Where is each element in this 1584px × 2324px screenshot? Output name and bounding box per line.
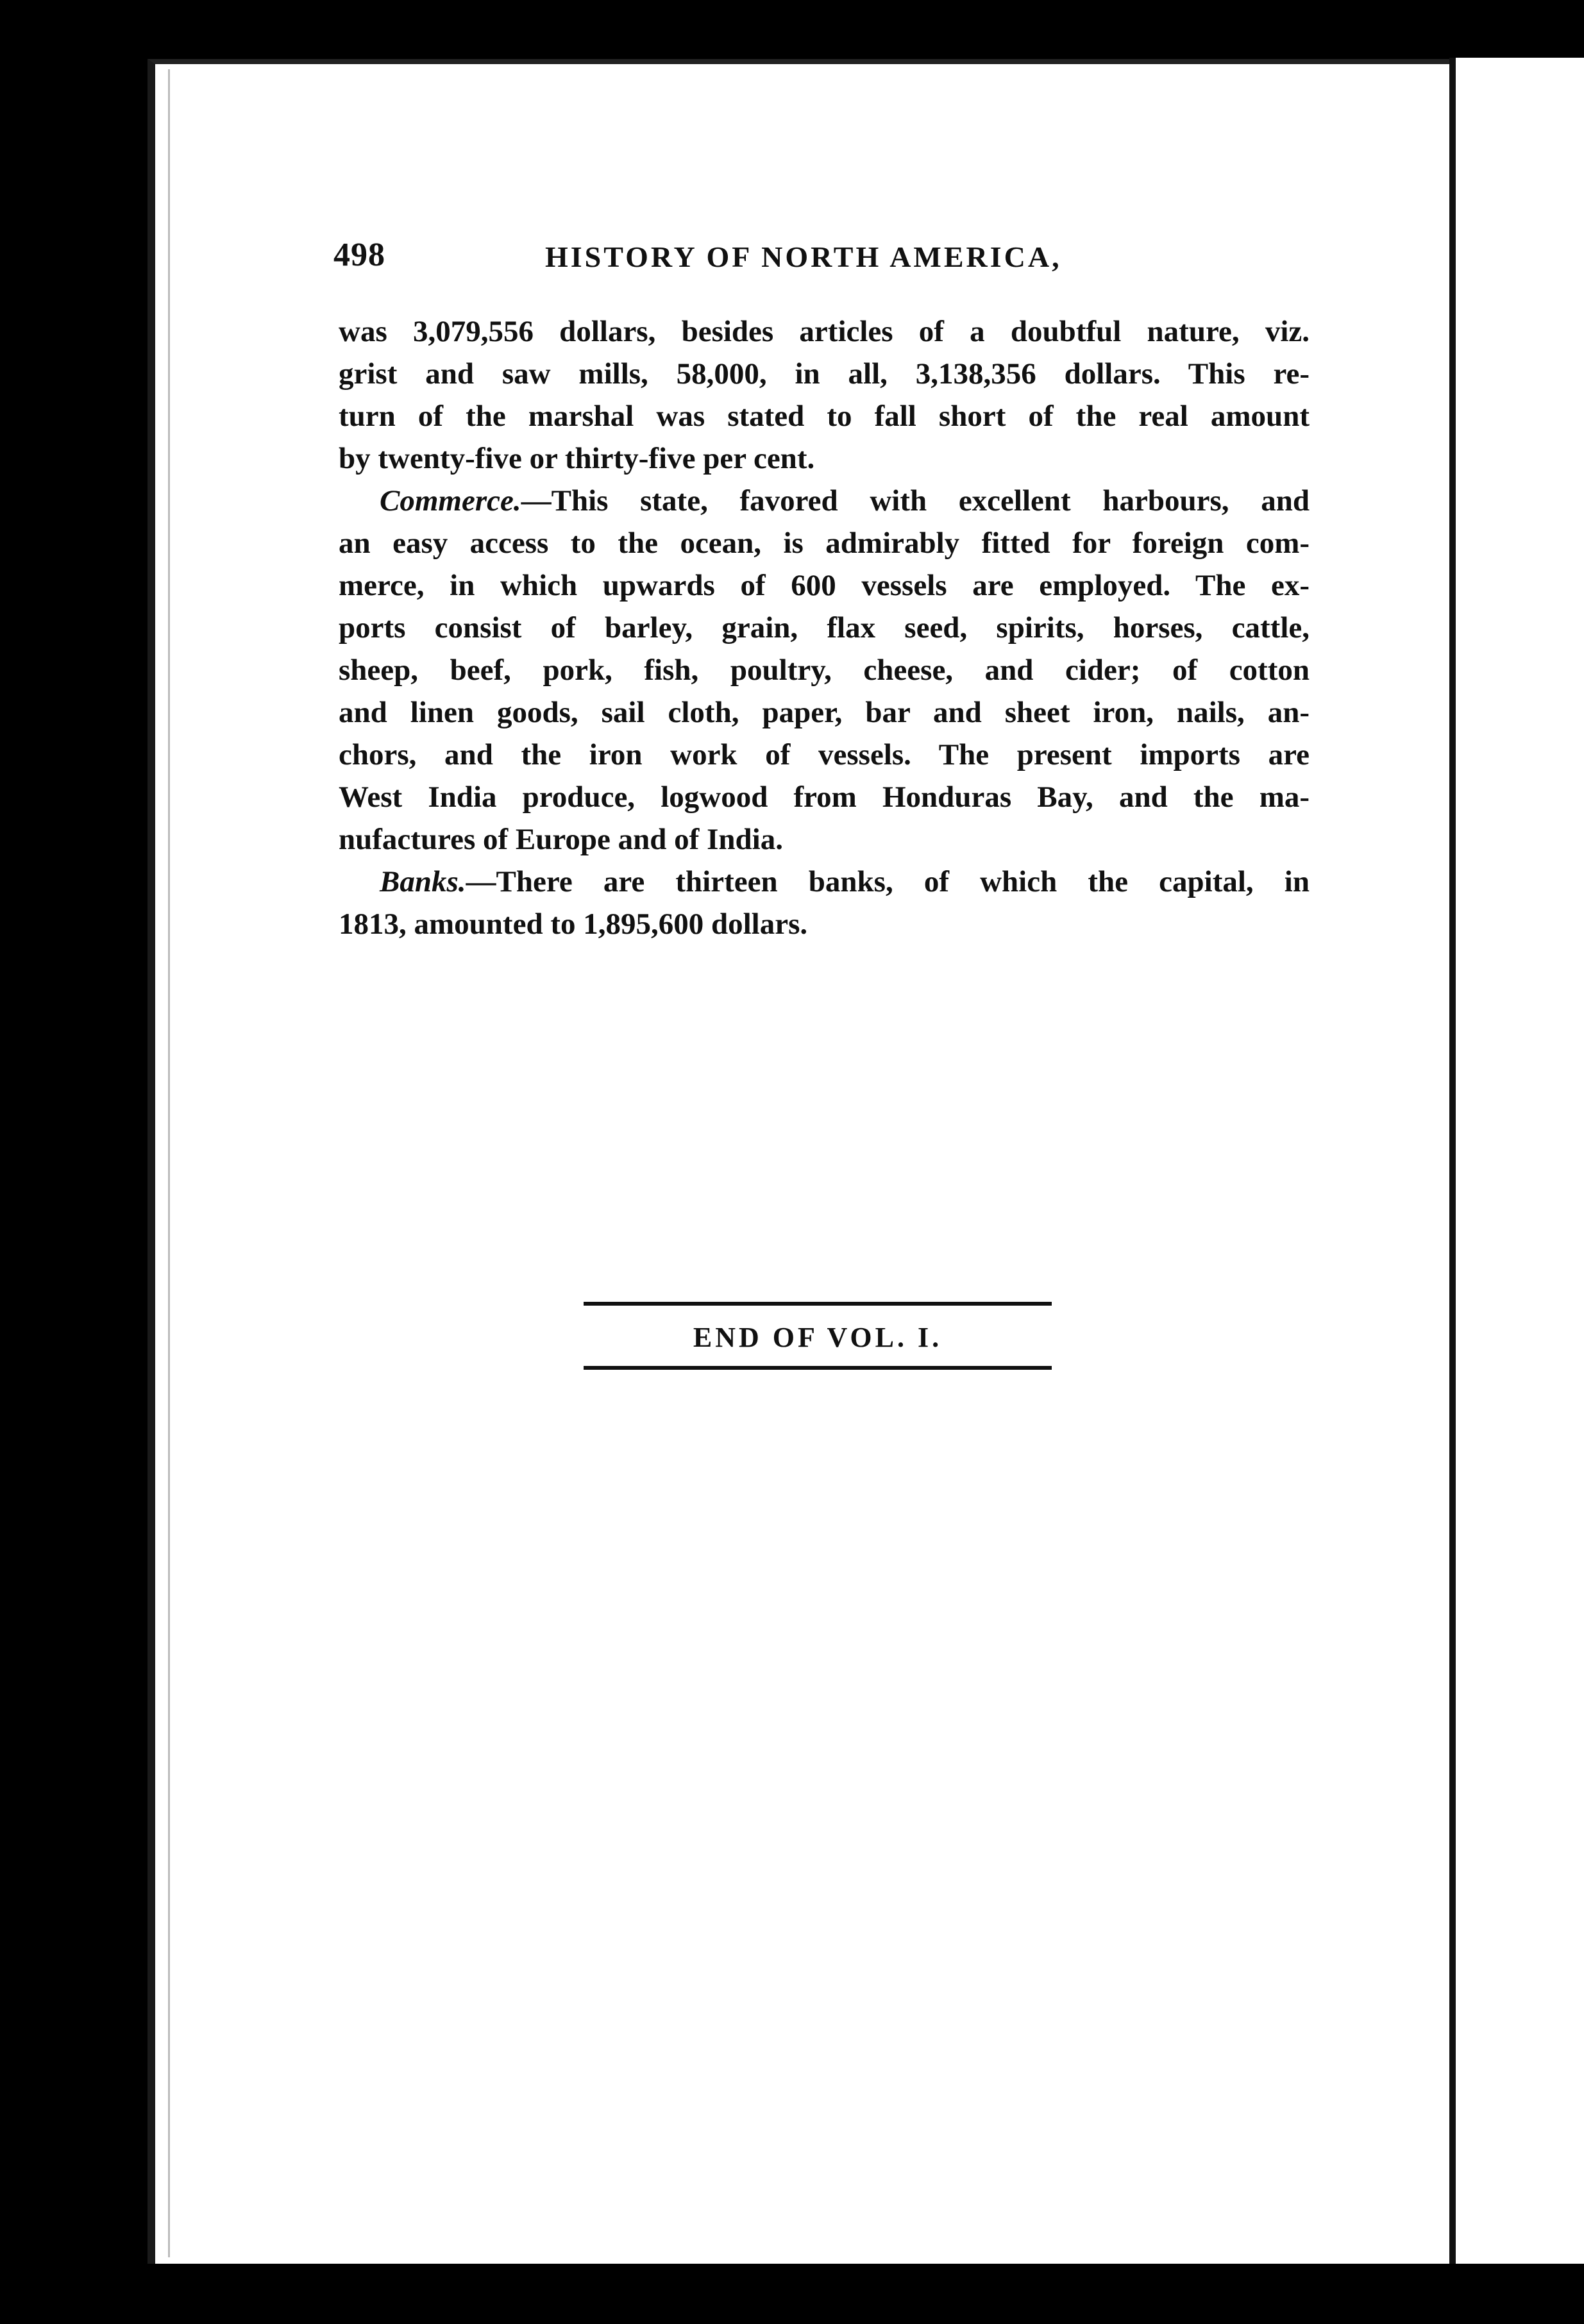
running-title: HISTORY OF NORTH AMERICA, — [545, 240, 1062, 273]
facing-page-edge — [1449, 58, 1584, 2264]
paragraph-commerce — [339, 480, 1310, 861]
end-of-volume-block — [584, 1302, 1052, 1385]
text-line: West India produce, logwood from Honduras Bay, and the ma- — [339, 780, 1310, 814]
end-of-volume-text: END OF VOL. I. — [693, 1322, 943, 1353]
paragraph-1 — [339, 310, 1310, 480]
rule-bottom — [584, 1366, 1052, 1370]
page-number: 498 — [333, 237, 385, 273]
text-line: was 3,079,556 dollars, besides articles of a doubtful nature, viz. — [339, 315, 1310, 348]
text-line: 1813, amounted to 1,895,600 dollars. — [339, 907, 808, 941]
text-line: by twenty-five or thirty-five per cent. — [339, 442, 815, 475]
text-fragment: —There are thirteen banks, of which the capital, in — [466, 865, 1310, 898]
section-heading-commerce: Commerce. — [380, 484, 521, 518]
text-line: merce, in which upwards of 600 vessels are employed. The ex- — [339, 569, 1310, 602]
text-line: an easy access to the ocean, is admirably fitted for foreign com- — [339, 526, 1310, 560]
paragraph-banks — [339, 861, 1310, 945]
text-line — [339, 861, 1310, 903]
text-line: turn of the marshal was stated to fall short of the real amount — [339, 400, 1310, 433]
text-line: ports consist of barley, grain, flax seed, spirits, horses, cattle, — [339, 611, 1310, 644]
text-line — [339, 480, 1310, 522]
body-text — [339, 310, 1310, 945]
text-line: sheep, beef, pork, fish, poultry, cheese, and cider; of cotton — [339, 653, 1310, 687]
text-line: grist and saw mills, 58,000, in all, 3,138,356 dollars. This re- — [339, 357, 1310, 391]
rule-top — [584, 1302, 1052, 1306]
page-gutter-line — [168, 69, 170, 2257]
running-head — [333, 236, 1308, 287]
text-line: chors, and the iron work of vessels. The present imports are — [339, 738, 1310, 771]
text-line: nufactures of Europe and of India. — [339, 823, 783, 856]
text-fragment: —This state, favored with excellent harbours, and — [521, 484, 1310, 518]
text-line: and linen goods, sail cloth, paper, bar and sheet iron, nails, an- — [339, 696, 1310, 729]
section-heading-banks: Banks. — [380, 865, 466, 898]
